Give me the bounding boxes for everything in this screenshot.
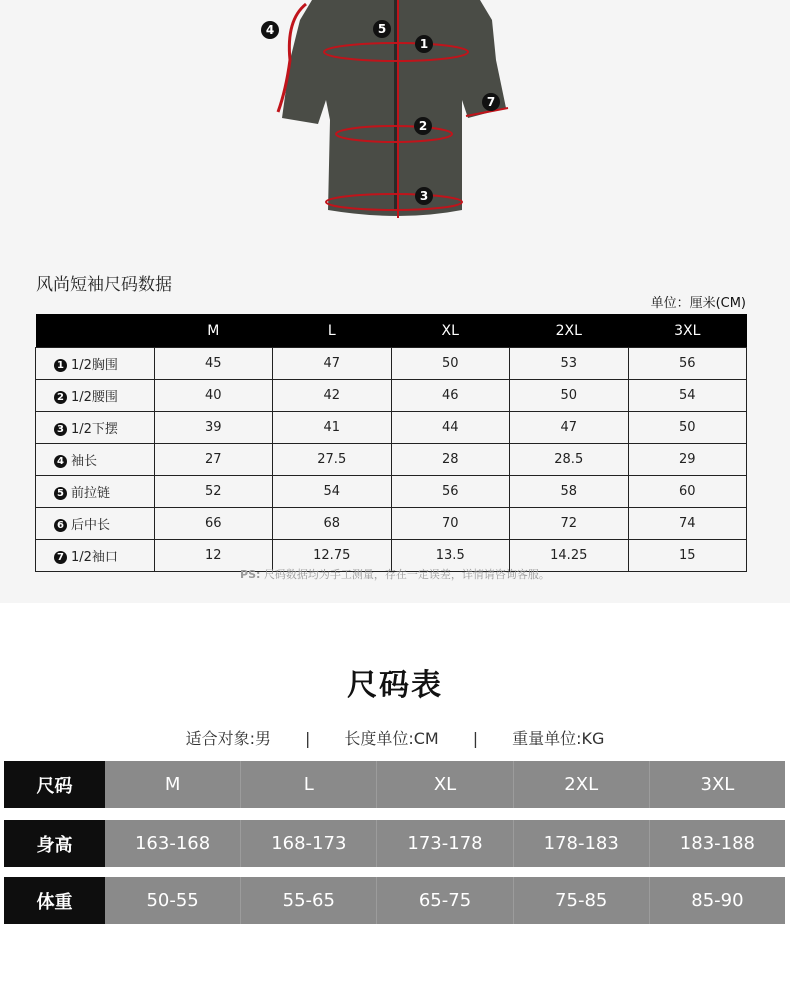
size-chart-cell: 2XL bbox=[513, 761, 649, 808]
separator: | bbox=[304, 729, 311, 748]
size-chart-cell: 55-65 bbox=[240, 877, 376, 924]
measure-label-cell bbox=[36, 476, 155, 508]
size-chart-cell: 65-75 bbox=[376, 877, 512, 924]
length-unit: 长度单位:CM bbox=[344, 729, 439, 748]
marker-3 bbox=[415, 187, 433, 205]
measure-value: 56 bbox=[391, 476, 510, 508]
measure-number-badge: 4 bbox=[54, 455, 67, 468]
measure-label: 1/2胸围 bbox=[71, 358, 118, 373]
measure-label: 1/2腰围 bbox=[71, 390, 118, 405]
measure-row bbox=[36, 476, 747, 508]
measure-value: 68 bbox=[273, 508, 392, 540]
measure-value: 40 bbox=[154, 380, 273, 412]
measure-value: 52 bbox=[154, 476, 273, 508]
size-chart-cell: 3XL bbox=[649, 761, 785, 808]
marker-5 bbox=[373, 20, 391, 38]
svg-text:5: 5 bbox=[377, 22, 387, 36]
measure-row bbox=[36, 508, 747, 540]
size-chart-cell: 173-178 bbox=[376, 820, 512, 867]
size-chart-subtitle bbox=[0, 726, 790, 749]
measurement-note bbox=[0, 566, 790, 582]
header-size-2xl: 2XL bbox=[510, 314, 629, 348]
measure-value: 27 bbox=[154, 444, 273, 476]
measure-value: 46 bbox=[391, 380, 510, 412]
marker-1 bbox=[415, 35, 433, 53]
measure-row bbox=[36, 412, 747, 444]
jersey-diagram bbox=[0, 0, 790, 230]
measure-value: 50 bbox=[391, 348, 510, 380]
note-prefix: PS: bbox=[240, 568, 261, 581]
size-chart-cell: 50-55 bbox=[146, 890, 199, 911]
measure-value: 66 bbox=[154, 508, 273, 540]
header-size-m: M bbox=[154, 314, 273, 348]
measure-value: 60 bbox=[628, 476, 747, 508]
measurement-table bbox=[35, 314, 747, 572]
measure-number-badge: 1 bbox=[54, 359, 67, 372]
size-chart-cell: 183-188 bbox=[649, 820, 785, 867]
measure-label: 袖长 bbox=[71, 454, 98, 469]
measure-value: 41 bbox=[273, 412, 392, 444]
measure-header-row bbox=[36, 314, 747, 348]
measure-number-badge: 5 bbox=[54, 487, 67, 500]
size-chart-row-label: 尺码 bbox=[4, 761, 105, 808]
measure-label: 1/2下摆 bbox=[71, 422, 118, 437]
size-chart-cell: 163-168 bbox=[134, 833, 211, 854]
measure-value: 47 bbox=[273, 348, 392, 380]
size-chart-row bbox=[4, 877, 785, 924]
svg-text:3: 3 bbox=[419, 189, 429, 203]
measure-number-badge: 3 bbox=[54, 423, 67, 436]
size-chart-cell: 178-183 bbox=[513, 820, 649, 867]
measure-value: 53 bbox=[510, 348, 629, 380]
marker-2 bbox=[414, 117, 432, 135]
svg-text:7: 7 bbox=[486, 95, 496, 109]
measure-value: 56 bbox=[628, 348, 747, 380]
measure-label: 前拉链 bbox=[71, 486, 111, 501]
measure-value: 28 bbox=[391, 444, 510, 476]
measure-label: 1/2袖口 bbox=[71, 550, 118, 565]
size-chart-cell: 168-173 bbox=[240, 820, 376, 867]
size-chart-cell: L bbox=[240, 761, 376, 808]
svg-text:4: 4 bbox=[265, 23, 275, 37]
header-size-l: L bbox=[273, 314, 392, 348]
measure-value: 44 bbox=[391, 412, 510, 444]
size-chart-row bbox=[4, 820, 785, 867]
measure-value: 45 bbox=[154, 348, 273, 380]
measure-row bbox=[36, 348, 747, 380]
measure-label-cell bbox=[36, 444, 155, 476]
measure-value: 58 bbox=[510, 476, 629, 508]
size-chart-row-label: 身高 bbox=[4, 820, 105, 867]
measure-value: 29 bbox=[628, 444, 747, 476]
measure-row bbox=[36, 380, 747, 412]
measure-value: 42 bbox=[273, 380, 392, 412]
svg-text:1: 1 bbox=[419, 37, 429, 51]
measure-value: 13.5 bbox=[391, 540, 510, 572]
measure-row bbox=[36, 444, 747, 476]
measure-label: 后中长 bbox=[71, 518, 111, 533]
size-chart-cells bbox=[105, 877, 785, 924]
measure-value: 72 bbox=[510, 508, 629, 540]
size-chart-cells bbox=[105, 761, 785, 808]
weight-unit: 重量单位:KG bbox=[512, 729, 605, 748]
measure-label-cell bbox=[36, 348, 155, 380]
measure-value: 28.5 bbox=[510, 444, 629, 476]
marker-7 bbox=[482, 93, 500, 111]
measure-value: 70 bbox=[391, 508, 510, 540]
size-chart-title: 尺码表 bbox=[347, 668, 443, 703]
measure-value: 54 bbox=[273, 476, 392, 508]
marker-4 bbox=[261, 21, 279, 39]
measure-value: 12.75 bbox=[273, 540, 392, 572]
measure-value: 47 bbox=[510, 412, 629, 444]
measure-value: 27.5 bbox=[273, 444, 392, 476]
measure-value: 12 bbox=[154, 540, 273, 572]
measure-value: 14.25 bbox=[510, 540, 629, 572]
measure-table-title: 风尚短袖尺码数据 bbox=[36, 275, 172, 295]
header-size-xl: XL bbox=[391, 314, 510, 348]
header-blank bbox=[36, 314, 155, 348]
measure-label-cell bbox=[36, 508, 155, 540]
measure-unit: 单位：厘米(CM) bbox=[650, 296, 746, 311]
size-chart-cell: 75-85 bbox=[513, 877, 649, 924]
measure-value: 74 bbox=[628, 508, 747, 540]
measure-label-cell bbox=[36, 380, 155, 412]
measure-table-body bbox=[36, 348, 747, 572]
header-size-3xl: 3XL bbox=[628, 314, 747, 348]
measure-number-badge: 6 bbox=[54, 519, 67, 532]
target-audience: 适合对象:男 bbox=[185, 729, 271, 748]
measure-value: 54 bbox=[628, 380, 747, 412]
separator: | bbox=[472, 729, 479, 748]
svg-text:2: 2 bbox=[418, 119, 428, 133]
size-chart-cell: 85-90 bbox=[649, 877, 785, 924]
size-chart-cell: XL bbox=[376, 761, 512, 808]
size-chart-row-label: 体重 bbox=[4, 877, 105, 924]
size-chart-cell: M bbox=[164, 774, 181, 795]
measure-value: 39 bbox=[154, 412, 273, 444]
measure-value: 15 bbox=[628, 540, 747, 572]
measure-label-cell bbox=[36, 412, 155, 444]
measure-number-badge: 2 bbox=[54, 391, 67, 404]
note-text: 尺码数据均为手工测量，存在一定误差，详情请咨询客服。 bbox=[263, 568, 550, 581]
measure-number-badge: 7 bbox=[54, 551, 67, 564]
measure-value: 50 bbox=[510, 380, 629, 412]
size-chart-row bbox=[4, 761, 785, 808]
measure-value: 50 bbox=[628, 412, 747, 444]
size-chart-cells bbox=[105, 820, 785, 867]
